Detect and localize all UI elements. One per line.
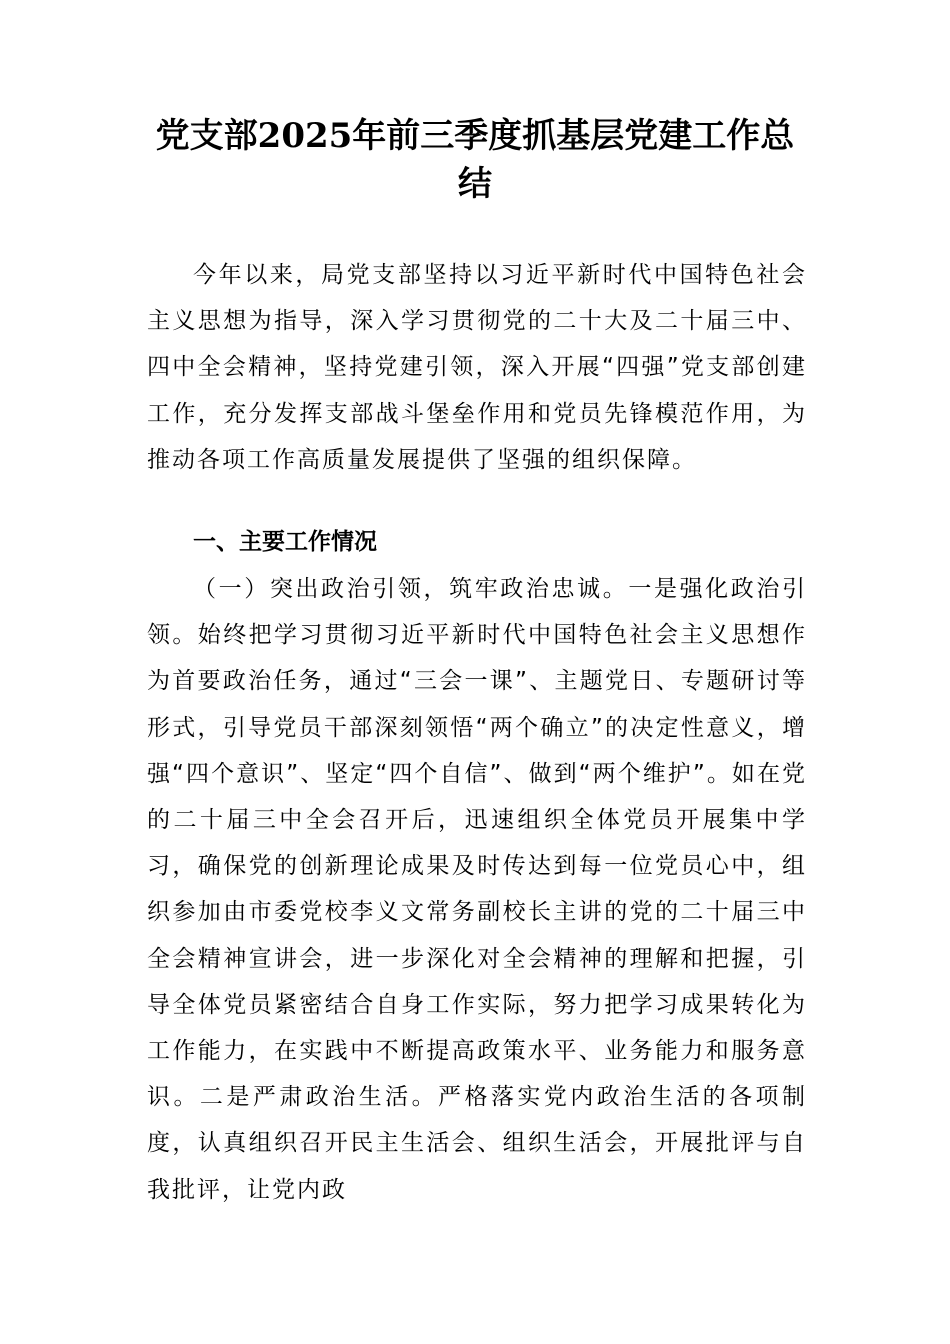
document-title: 党支部2025年前三季度抓基层党建工作总结 <box>155 116 795 204</box>
section-heading-main-work: 一、主要工作情况 <box>193 529 377 555</box>
subsection-heading: （一）突出政治引领，筑牢政治忠诚。 <box>193 576 629 602</box>
subsection-body: 一是强化政治引领。始终把学习贯彻习近平新时代中国特色社会主义思想作为首要政治任务，通过“三会一课”、主题党日、专题研讨等形式，引导党员干部深刻领悟“两个确立”的决定性意义，增强“四个意识”、坚定“四个自信”、做到“两个维护”。如在党的二十届三中全会召开后，迅速组织全体党员开展集中学习，确保党的创新理论成果及时传达到每一位党员心中，组织参加由市委党校李义文常务副校长主讲的党的二十届三中全会精神宣讲会，进一步深化对全会精神的理解和把握，引导全体党员紧密结合自身工作实际，努力把学习成果转化为工作能力，在实践中不断提高政策水平、业务能力和服务意识。二是严肃政治生活。严格落实党内政治生活的各项制度，认真组织召开民主生活会、组织生活会，开展批评与自我批评，让党内政 <box>147 576 808 1203</box>
subsection-paragraph-political-leadership <box>147 566 807 1213</box>
intro-paragraph: 今年以来，局党支部坚持以习近平新时代中国特色社会主义思想为指导，深入学习贯彻党的二十大及二十届三中、四中全会精神，坚持党建引领，深入开展“四强”党支部创建工作，充分发挥支部战斗堡垒作用和党员先锋模范作用，为推动各项工作高质量发展提供了坚强的组织保障。 <box>147 262 807 473</box>
